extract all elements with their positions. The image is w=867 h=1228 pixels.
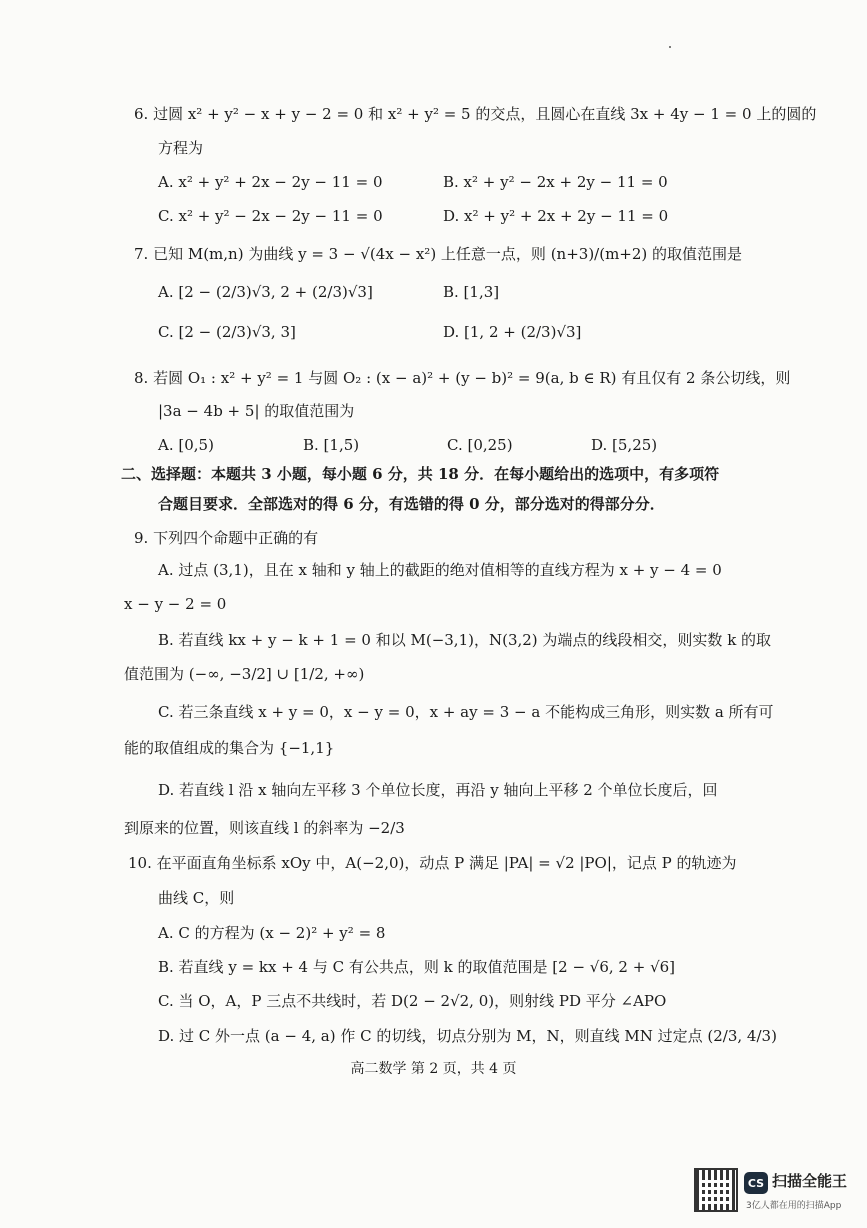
q9-option-a-line2: x − y − 2 = 0 — [124, 595, 227, 613]
scanner-tagline: 3亿人都在用的扫描App — [746, 1201, 842, 1211]
q6-option-c: C. x² + y² − 2x − 2y − 11 = 0 — [158, 207, 383, 225]
scanner-brand: 扫描全能王 — [772, 1172, 848, 1190]
q10-stem-line2: 曲线 C，则 — [158, 889, 235, 907]
section2-instructions-line2: 合题目要求．全部选对的得 6 分，有选错的得 0 分，部分选对的得部分分． — [158, 495, 665, 513]
q7-option-c: C. [2 − (2/3)√3, 3] — [158, 323, 296, 341]
q8-stem-line1: 8. 若圆 O₁ : x² + y² = 1 与圆 O₂ : (x − a)² + (y − b)² = 9(a, b ∈ R) 有且仅有 2 条公切线，则 — [134, 369, 791, 387]
q10-option-a: A. C 的方程为 (x − 2)² + y² = 8 — [158, 924, 386, 942]
q9-option-d-line2: 到原来的位置，则该直线 l 的斜率为 −2/3 — [124, 819, 405, 837]
q7-stem: 7. 已知 M(m,n) 为曲线 y = 3 − √(4x − x²) 上任意一点，则 (n+3)/(m+2) 的取值范围是 — [134, 245, 743, 263]
q8-stem-line2: |3a − 4b + 5| 的取值范围为 — [158, 402, 355, 420]
q9-option-c-line1: C. 若三条直线 x + y = 0，x − y = 0，x + ay = 3 − a 不能构成三角形，则实数 a 所有可 — [158, 703, 774, 721]
q10-option-d: D. 过 C 外一点 (a − 4, a) 作 C 的切线，切点分别为 M，N，则直线 MN 过定点 (2/3, 4/3) — [158, 1027, 777, 1045]
q6-option-d: D. x² + y² + 2x + 2y − 11 = 0 — [443, 207, 669, 225]
qr-code-icon — [694, 1168, 738, 1212]
camscanner-logo-icon: CS — [744, 1172, 768, 1194]
q9-option-c-line2: 能的取值组成的集合为 {−1,1} — [124, 739, 335, 757]
scan-speck — [669, 46, 671, 48]
q6-option-b: B. x² + y² − 2x + 2y − 11 = 0 — [443, 173, 668, 191]
q9-option-b-line2: 值范围为 (−∞, −3/2] ∪ [1/2, +∞) — [124, 665, 365, 683]
q8-option-a: A. [0,5) — [158, 436, 214, 454]
page-footer: 高二数学 第 2 页，共 4 页 — [350, 1061, 517, 1077]
q8-option-d: D. [5,25) — [591, 436, 658, 454]
q7-option-b: B. [1,3] — [443, 283, 500, 301]
q7-option-a: A. [2 − (2/3)√3, 2 + (2/3)√3] — [158, 283, 373, 301]
q9-option-a-line1: A. 过点 (3,1)，且在 x 轴和 y 轴上的截距的绝对值相等的直线方程为 x + y − 4 = 0 — [158, 561, 722, 579]
q9-stem: 9. 下列四个命题中正确的有 — [134, 529, 319, 547]
q7-option-d: D. [1, 2 + (2/3)√3] — [443, 323, 582, 341]
q10-option-c: C. 当 O，A，P 三点不共线时，若 D(2 − 2√2, 0)，则射线 PD 平分 ∠APO — [158, 992, 667, 1010]
section2-instructions-line1: 二、选择题：本题共 3 小题，每小题 6 分，共 18 分．在每小题给出的选项中，有多项符 — [121, 465, 720, 483]
q8-option-b: B. [1,5) — [303, 436, 360, 454]
q6-option-a: A. x² + y² + 2x − 2y − 11 = 0 — [158, 173, 383, 191]
q6-stem-line2: 方程为 — [158, 139, 204, 157]
q9-option-d-line1: D. 若直线 l 沿 x 轴向左平移 3 个单位长度，再沿 y 轴向上平移 2 个单位长度后，回 — [158, 781, 718, 799]
q6-stem-line1: 6. 过圆 x² + y² − x + y − 2 = 0 和 x² + y² = 5 的交点，且圆心在直线 3x + 4y − 1 = 0 上的圆的 — [134, 105, 817, 123]
q8-option-c: C. [0,25) — [447, 436, 513, 454]
q10-option-b: B. 若直线 y = kx + 4 与 C 有公共点，则 k 的取值范围是 [2 − √6, 2 + √6] — [158, 958, 676, 976]
q10-stem-line1: 10. 在平面直角坐标系 xOy 中，A(−2,0)，动点 P 满足 |PA| = √2 |PO|，记点 P 的轨迹为 — [128, 854, 737, 872]
q9-option-b-line1: B. 若直线 kx + y − k + 1 = 0 和以 M(−3,1)，N(3,2) 为端点的线段相交，则实数 k 的取 — [158, 631, 772, 649]
